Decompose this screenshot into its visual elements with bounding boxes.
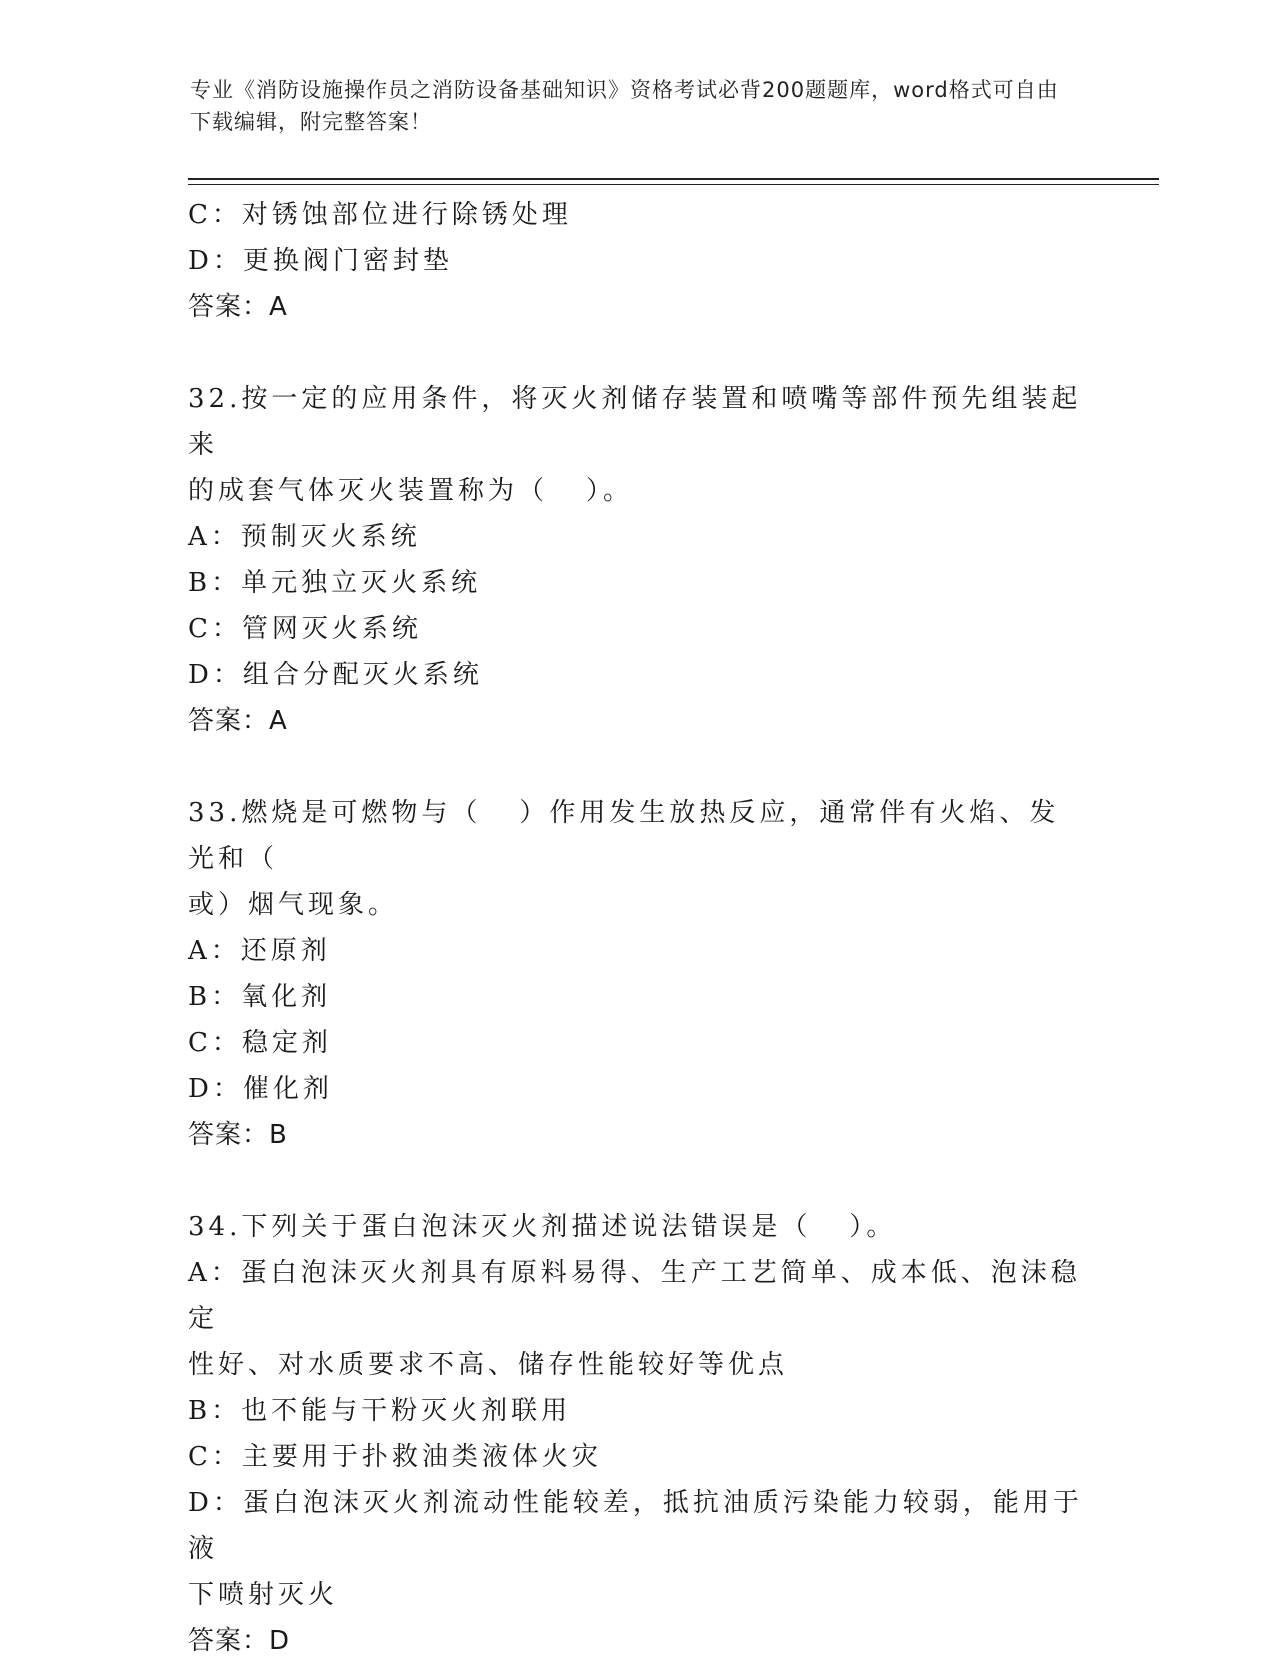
option-c: C：管网灭火系统	[188, 614, 422, 644]
question-stem: 33.燃烧是可燃物与（ ）作用发生放热反应，通常伴有火焰、发光和（	[188, 798, 1060, 874]
option-a-continued: 性好、对水质要求不高、储存性能较好等优点	[188, 1350, 789, 1380]
header-rule-thick	[188, 178, 1159, 180]
option-c: C：对锈蚀部位进行除锈处理	[188, 200, 572, 230]
option-b: B：也不能与干粉灭火剂联用	[188, 1396, 572, 1426]
option-c: C：稳定剂	[188, 1028, 332, 1058]
option-d: D：催化剂	[188, 1074, 333, 1104]
question-stem: 34.下列关于蛋白泡沫灭火剂描述说法错误是（ ）。	[188, 1212, 897, 1242]
header-rule-thin	[188, 184, 1159, 185]
option-d: D：更换阀门密封垫	[188, 246, 453, 276]
option-b: B：单元独立灭火系统	[188, 568, 482, 598]
question-stem-continued: 的成套气体灭火装置称为（ ）。	[188, 476, 634, 506]
answer-line: 答案：D	[188, 1626, 291, 1656]
question-stem: 32.按一定的应用条件，将灭火剂储存装置和喷嘴等部件预先组装起来	[188, 384, 1082, 460]
option-b: B：氧化剂	[188, 982, 332, 1012]
document-header: 专业《消防设施操作员之消防设备基础知识》资格考试必背200题题库，word格式可自由下载编辑，附完整答案！	[190, 78, 1059, 134]
question-list	[188, 192, 1088, 1664]
option-a: A：蛋白泡沫灭火剂具有原料易得、生产工艺简单、成本低、泡沫稳定	[188, 1258, 1081, 1334]
answer-line: 答案：A	[188, 292, 288, 322]
option-c: C：主要用于扑救油类液体火灾	[188, 1442, 602, 1472]
question-stem-continued: 或）烟气现象。	[188, 890, 399, 920]
option-a: A：还原剂	[188, 936, 331, 966]
option-d: D：组合分配灭火系统	[188, 660, 483, 690]
answer-line: 答案：B	[188, 1120, 288, 1150]
answer-line: 答案：A	[188, 706, 288, 736]
option-d: D：蛋白泡沫灭火剂流动性能较差，抵抗油质污染能力较弱，能用于液	[188, 1488, 1083, 1564]
option-a: A：预制灭火系统	[188, 522, 421, 552]
option-d-continued: 下喷射灭火	[188, 1580, 339, 1610]
